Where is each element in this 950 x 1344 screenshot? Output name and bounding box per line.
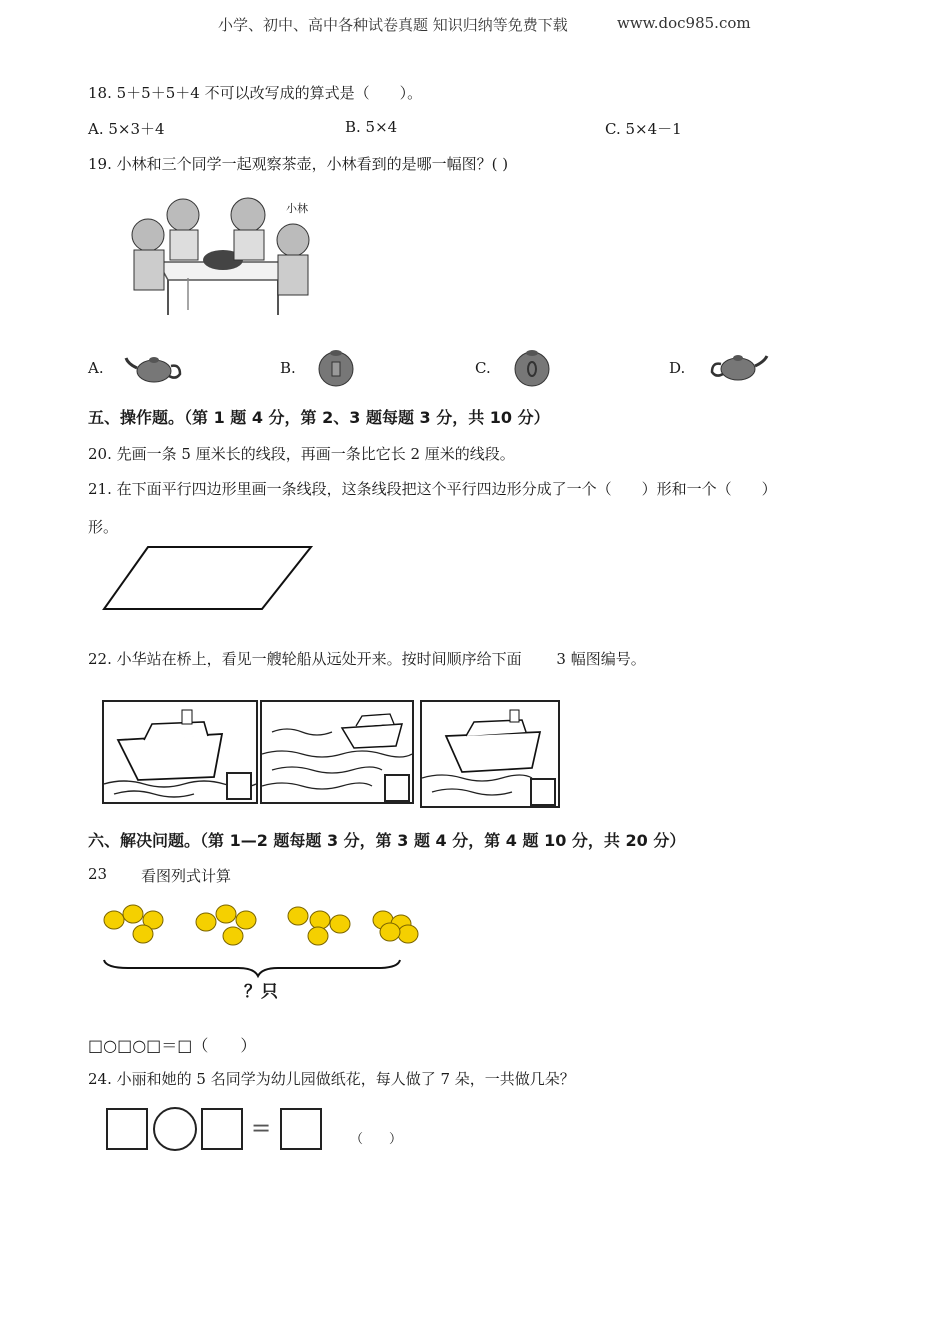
q24-square-2[interactable]	[201, 1108, 243, 1150]
q21-stem-line2: 形。	[88, 518, 119, 536]
q24-answer-paren[interactable]: （ ）	[350, 1132, 403, 1147]
q24-equals-sign: =	[251, 1114, 272, 1142]
section6-title: 六、解决问题。（第 1—2 题每题 3 分，第 3 题 4 分，第 4 题 10 分，共 20 分）	[88, 831, 686, 850]
boat-panel-2-answer-box[interactable]	[384, 774, 410, 802]
teapot-side-icon	[124, 350, 186, 386]
q22-stem: 22. 小华站在桥上，看见一艘轮船从远处开来。按时间顺序给下面 3 幅图编号。	[88, 650, 646, 668]
q24-square-result[interactable]	[280, 1108, 322, 1150]
parallelogram-figure[interactable]	[100, 543, 320, 613]
boat-panel-3	[420, 700, 560, 808]
teapot-front-icon	[314, 346, 358, 388]
q19-option-a-label: A.	[88, 359, 104, 377]
teapot-back-icon	[510, 346, 554, 388]
q19-option-d-label: D.	[669, 359, 686, 377]
q23-formula[interactable]: □○□○□＝□（ ）	[88, 1036, 257, 1055]
q24-stem: 24. 小丽和她的 5 名同学为幼儿园做纸花，每人做了 7 朵，一共做几朵？	[88, 1070, 575, 1088]
q18-option-c: C. 5×4－1	[605, 120, 682, 138]
boat-panel-3-answer-box[interactable]	[530, 778, 556, 806]
q23-stem: 看图列式计算	[141, 867, 232, 885]
section5-title: 五、操作题。（第 1 题 4 分，第 2、3 题每题 3 分，共 10 分）	[88, 408, 550, 427]
q21-stem-line1: 21. 在下面平行四边形里画一条线段，这条线段把这个平行四边形分成了一个（ ）形和一个（ ）	[88, 480, 777, 498]
q18-stem: 18. 5＋5＋5＋4 不可以改写成的算式是（ ）。	[88, 84, 423, 102]
header-site-text: 小学、初中、高中各种试卷真题 知识归纳等免费下载	[218, 16, 568, 34]
q19-option-b-label: B.	[280, 359, 296, 377]
boat-panel-1	[102, 700, 258, 804]
q24-square-1[interactable]	[106, 1108, 148, 1150]
q18-option-b: B. 5×4	[345, 118, 398, 136]
q23-brace-label: ？只	[244, 982, 278, 1002]
boat-panel-2	[260, 700, 414, 804]
q19-option-c-label: C.	[475, 359, 491, 377]
q23-number: 23	[88, 865, 108, 883]
q19-stem: 19. 小林和三个同学一起观察茶壶，小林看到的是哪一幅图？( )	[88, 155, 509, 173]
q24-circle[interactable]	[153, 1107, 197, 1151]
header-url: www.doc985.com	[617, 14, 751, 32]
boat-panel-1-answer-box[interactable]	[226, 772, 252, 800]
q20-stem: 20. 先画一条 5 厘米长的线段，再画一条比它长 2 厘米的线段。	[88, 445, 515, 463]
q18-option-a: A. 5×3＋4	[88, 120, 165, 138]
q19-name-tag: 小林	[286, 202, 308, 215]
teapot-side-mirror-icon	[706, 348, 770, 384]
q19-illustration	[128, 190, 328, 320]
